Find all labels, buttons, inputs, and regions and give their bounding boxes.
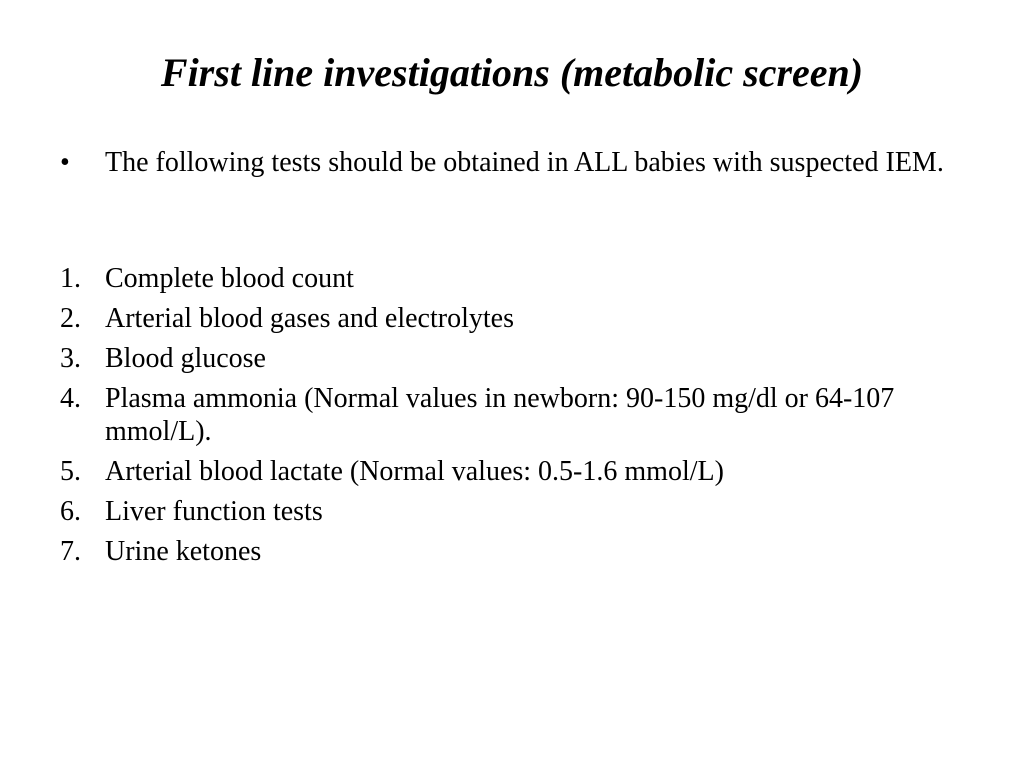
list-item-number: 3. [60,343,81,374]
list-item-text: Arterial blood gases and electrolytes [105,303,514,334]
list-item-text: Complete blood count [105,263,354,294]
list-item-text: Plasma ammonia (Normal values in newborn: 90-150 mg/dl or 64-107 mmol/L). [105,383,895,447]
list-item [60,455,970,488]
list-item [60,262,970,295]
intro-bullet [60,146,960,179]
list-item-text: Arterial blood lactate (Normal values: 0.5-1.6 mmol/L) [105,456,724,487]
list-item-number: 4. [60,383,81,414]
list-item [60,495,970,528]
list-item [60,535,970,568]
list-item-text: Liver function tests [105,496,323,527]
list-item-text: Urine ketones [105,536,262,567]
list-item [60,342,970,375]
list-item-number: 2. [60,303,81,334]
slide-title: First line investigations (metabolic screen) [160,50,864,95]
list-item-number: 1. [60,263,81,294]
list-item-text: Blood glucose [105,343,266,374]
list-item [60,382,970,448]
bullet-marker: • [60,147,70,178]
test-list [60,262,970,575]
list-item [60,302,970,335]
bullet-text: The following tests should be obtained in ALL babies with suspected IEM. [105,147,944,178]
list-item-number: 6. [60,496,81,527]
list-item-number: 7. [60,536,81,567]
list-item-number: 5. [60,456,81,487]
